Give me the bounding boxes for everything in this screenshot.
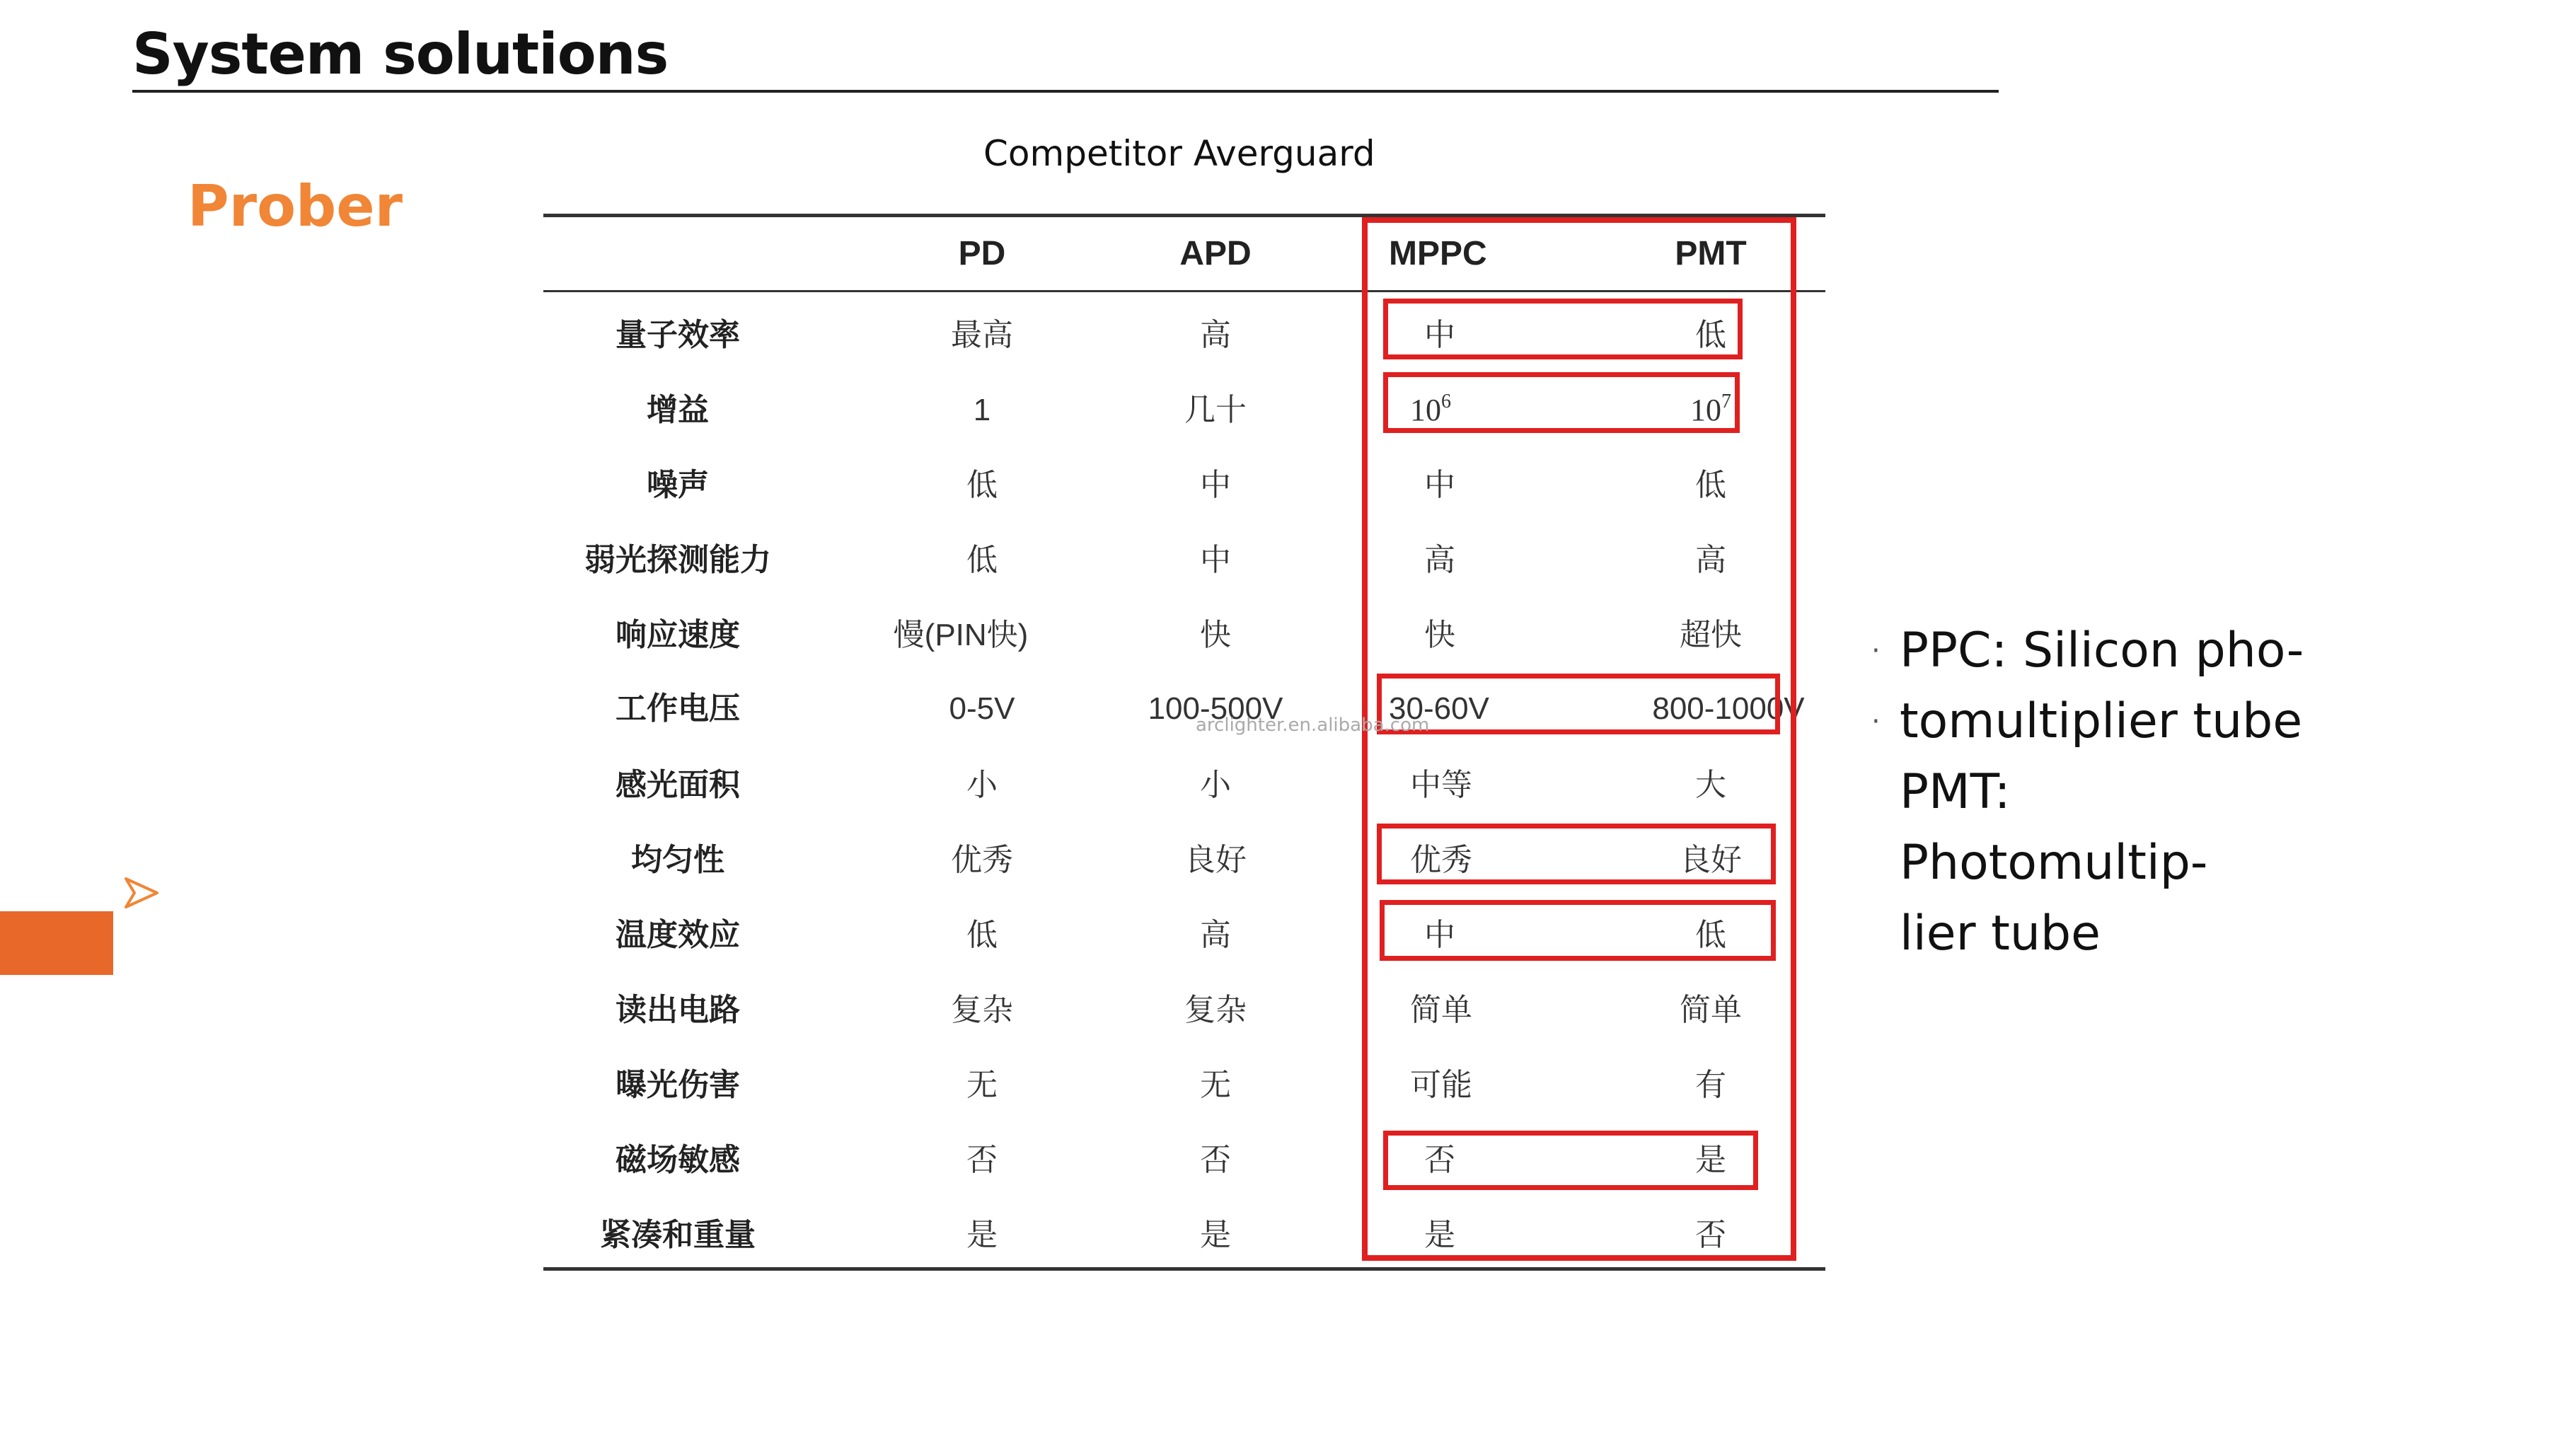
highlight-box-uniformity [1377,824,1776,884]
accent-bar [0,911,113,975]
column-header-pmt: PMT [1675,235,1747,272]
cell-pd: 慢(PIN快) [893,618,1029,652]
cell-mppc: 中 [1424,468,1455,502]
cell-apd: 是 [1200,1218,1231,1252]
highlight-box-voltage [1377,674,1780,734]
row-label: 噪声 [647,468,709,502]
cell-pd: 是 [966,1218,998,1252]
cell-apd: 良好 [1184,843,1247,877]
cell-pmt: 低 [1695,918,1726,952]
cell-mppc: 高 [1424,543,1455,577]
cell-apd: 否 [1200,1143,1231,1177]
row-label: 曝光伤害 [616,1068,740,1102]
cell-apd: 几十 [1184,393,1247,427]
cell-mppc: 可能 [1410,1068,1472,1102]
bullet-icon: · [1871,635,1881,667]
row-label: 量子效率 [616,318,740,352]
row-label: 工作电压 [616,691,740,726]
highlight-box-gain [1383,372,1740,433]
cell-pmt: 低 [1695,468,1726,502]
cell-pmt: 否 [1695,1218,1726,1252]
cell-pmt: 大 [1695,768,1726,802]
row-label: 读出电路 [616,993,740,1027]
notes-block [1871,616,2324,969]
cell-apd: 无 [1200,1068,1231,1102]
cell-mppc: 中 [1424,318,1455,352]
cell-mppc: 快 [1424,618,1455,652]
highlight-box-temperature [1380,900,1776,961]
column-header-pd: PD [958,235,1006,272]
bullet-icon: · [1871,705,1881,738]
note-text: PMT: Photomultip- [1900,764,2208,891]
cell-apd: 高 [1200,318,1231,352]
gain-base: 10 [1410,393,1441,427]
cell-pd: 低 [966,918,998,952]
column-header-apd: APD [1179,235,1252,272]
row-label: 磁场敏感 [616,1143,740,1177]
arrow-right-icon [122,873,161,913]
column-header-mppc: MPPC [1389,235,1487,272]
page-title: System solutions [132,21,669,87]
cell-pd: 优秀 [951,843,1013,877]
highlight-box-magnetic [1383,1131,1758,1190]
cell-mppc: 是 [1424,1218,1455,1252]
cell-apd: 中 [1200,543,1231,577]
cell-pmt: 是 [1695,1143,1726,1177]
cell-pd: 0-5V [949,691,1015,726]
note-text: PPC: Silicon pho- [1900,623,2304,679]
note-text: lier tube [1900,906,2101,962]
cell-pmt: 有 [1695,1068,1726,1102]
row-label: 均匀性 [631,843,724,877]
cell-mppc: 优秀 [1410,843,1472,877]
cell-pd: 低 [966,543,998,577]
cell-pmt: 简单 [1680,993,1742,1027]
cell-pmt: 高 [1695,543,1726,577]
row-label: 弱光探测能力 [584,543,771,577]
cell-pmt: 800-1000V [1652,691,1805,726]
note-line [1871,686,2324,757]
cell-pd: 1 [973,393,991,427]
cell-apd: 中 [1200,468,1231,502]
section-label: Prober [187,173,403,239]
cell-mppc: 否 [1424,1143,1455,1177]
gain-base: 10 [1690,393,1721,427]
cell-pd: 复杂 [951,993,1013,1027]
title-divider [132,90,1999,93]
cell-pd: 低 [966,468,998,502]
gain-exponent: 6 [1441,391,1451,412]
note-text: tomultiplier tube [1900,693,2303,749]
cell-pd: 小 [966,768,998,802]
cell-pd: 无 [966,1068,998,1102]
cell-pd: 最高 [951,318,1013,352]
row-label: 紧凑和重量 [600,1218,756,1252]
note-line [1871,757,2324,899]
cell-mppc: 中等 [1410,768,1472,802]
watermark-text: arclighter.en.alibaba.com [1196,715,1430,736]
cell-apd: 小 [1200,768,1231,802]
cell-pmt: 超快 [1680,618,1742,652]
cell-apd: 复杂 [1184,993,1247,1027]
cell-pd: 否 [966,1143,998,1177]
gain-exponent: 7 [1721,391,1731,412]
cell-mppc: 简单 [1410,993,1472,1027]
row-label: 温度效应 [616,918,740,952]
table-caption: Competitor Averguard [983,133,1375,174]
cell-pmt: 低 [1695,318,1726,352]
cell-apd: 高 [1200,918,1231,952]
cell-mppc: 30-60V [1389,691,1489,726]
cell-pmt: 良好 [1680,843,1742,877]
cell-apd: 100-500V [1148,691,1283,726]
row-label: 感光面积 [616,768,740,802]
note-line [1871,899,2324,969]
cell-mppc: 中 [1424,918,1455,952]
row-label: 响应速度 [616,618,740,652]
cell-apd: 快 [1200,618,1231,652]
note-line [1871,616,2324,686]
highlight-box-quantum-efficiency [1383,299,1743,359]
row-label: 增益 [647,393,709,427]
